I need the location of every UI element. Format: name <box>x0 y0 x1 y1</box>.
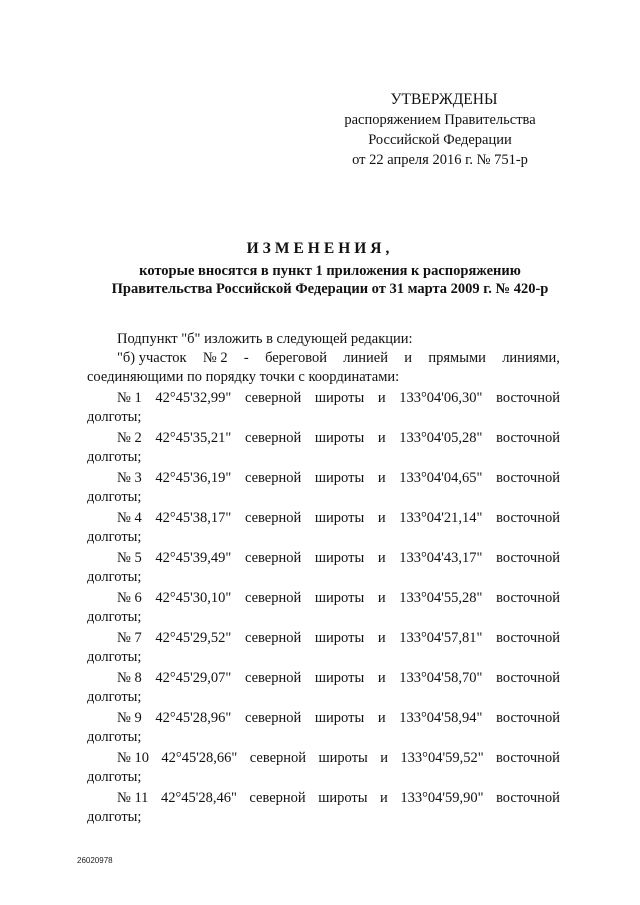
subtitle-line: которые вносятся в пункт 1 приложения к распоряжению <box>139 263 521 279</box>
coordinate-point <box>87 549 560 568</box>
latitude-value: 42°45'36,19" <box>155 470 232 486</box>
coordinate-point <box>87 789 560 808</box>
latitude-value: 42°45'29,52" <box>155 630 232 646</box>
latitude-word: широты <box>314 390 365 406</box>
item-b-word: "б) участок <box>117 350 187 366</box>
longitude-word: восточной <box>496 470 560 486</box>
conjunction: и <box>380 790 388 806</box>
latitude-value: 42°45'39,49" <box>155 550 232 566</box>
item-b-word: № 2 <box>202 350 228 366</box>
coordinate-point <box>87 669 560 688</box>
item-b-continuation: соединяющими по порядку точки с координатами: <box>87 369 400 385</box>
coordinate-point <box>87 749 560 768</box>
item-b-line <box>87 349 560 368</box>
latitude-word: северной <box>244 590 302 606</box>
latitude-value: 42°45'28,66" <box>161 750 238 766</box>
longitude-value: 133°04'55,28" <box>399 590 483 606</box>
point-number: № 1 <box>117 390 142 406</box>
longitude-word: восточной <box>496 590 560 606</box>
document-subtitle <box>60 262 600 298</box>
longitude-continuation: долготы; <box>87 449 142 465</box>
coordinate-point <box>87 389 560 408</box>
latitude-value: 42°45'29,07" <box>155 670 232 686</box>
longitude-word: восточной <box>496 790 560 806</box>
document-code: 26020978 <box>77 856 113 865</box>
longitude-value: 133°04'21,14" <box>399 510 483 526</box>
coordinate-point <box>87 709 560 728</box>
conjunction: и <box>377 510 386 526</box>
latitude-word: широты <box>318 750 368 766</box>
coordinate-point <box>87 429 560 448</box>
item-b-word: прямыми <box>428 350 486 366</box>
point-number: № 5 <box>117 550 142 566</box>
conjunction: и <box>377 430 386 446</box>
latitude-word: северной <box>244 550 302 566</box>
point-number: № 2 <box>117 430 142 446</box>
longitude-value: 133°04'59,52" <box>400 750 484 766</box>
latitude-word: северной <box>244 670 302 686</box>
approval-line: от 22 апреля 2016 г. № 751-р <box>352 152 528 168</box>
coordinate-point <box>87 629 560 648</box>
conjunction: и <box>377 590 386 606</box>
item-b-word: линией <box>343 350 388 366</box>
latitude-word: широты <box>314 590 365 606</box>
longitude-value: 133°04'06,30" <box>399 390 483 406</box>
latitude-word: широты <box>314 630 365 646</box>
latitude-word: широты <box>314 670 365 686</box>
longitude-word: восточной <box>496 630 560 646</box>
conjunction: и <box>377 670 386 686</box>
approval-block <box>340 90 540 170</box>
conjunction: и <box>380 750 388 766</box>
longitude-continuation: долготы; <box>87 769 142 785</box>
item-b-word: - <box>243 350 249 366</box>
points-list <box>87 389 560 827</box>
latitude-value: 42°45'35,21" <box>155 430 232 446</box>
latitude-word: широты <box>314 430 365 446</box>
latitude-word: широты <box>318 790 368 806</box>
longitude-word: восточной <box>496 550 560 566</box>
latitude-value: 42°45'38,17" <box>155 510 232 526</box>
approval-title: УТВЕРЖДЕНЫ <box>390 91 498 108</box>
latitude-value: 42°45'30,10" <box>155 590 232 606</box>
latitude-word: северной <box>244 710 302 726</box>
point-number: № 3 <box>117 470 142 486</box>
intro-paragraph: Подпункт "б" изложить в следующей редакции: <box>117 331 413 347</box>
point-number: № 4 <box>117 510 142 526</box>
longitude-continuation: долготы; <box>87 649 142 665</box>
longitude-word: восточной <box>496 710 560 726</box>
point-number: № 10 <box>117 750 149 766</box>
latitude-word: широты <box>314 470 365 486</box>
longitude-continuation: долготы; <box>87 689 142 705</box>
longitude-continuation: долготы; <box>87 529 142 545</box>
longitude-value: 133°04'05,28" <box>399 430 483 446</box>
document-title: ИЗМЕНЕНИЯ, <box>246 240 394 257</box>
latitude-word: широты <box>314 550 365 566</box>
longitude-continuation: долготы; <box>87 409 142 425</box>
longitude-value: 133°04'58,70" <box>399 670 483 686</box>
document-body <box>87 330 560 827</box>
longitude-word: восточной <box>496 430 560 446</box>
conjunction: и <box>377 630 386 646</box>
latitude-value: 42°45'28,46" <box>160 790 237 806</box>
approval-line: распоряжением Правительства <box>344 112 536 128</box>
conjunction: и <box>377 710 386 726</box>
latitude-word: северной <box>244 470 302 486</box>
point-number: № 11 <box>117 790 149 806</box>
latitude-word: северной <box>244 390 302 406</box>
longitude-continuation: долготы; <box>87 569 142 585</box>
longitude-value: 133°04'43,17" <box>399 550 483 566</box>
latitude-word: северной <box>244 510 302 526</box>
conjunction: и <box>377 470 386 486</box>
item-b-word: береговой <box>265 350 327 366</box>
longitude-continuation: долготы; <box>87 729 142 745</box>
longitude-value: 133°04'04,65" <box>399 470 483 486</box>
longitude-word: восточной <box>496 390 560 406</box>
conjunction: и <box>377 550 386 566</box>
point-number: № 8 <box>117 670 142 686</box>
longitude-word: восточной <box>496 510 560 526</box>
item-b-word: линиями, <box>502 350 560 366</box>
point-number: № 7 <box>117 630 142 646</box>
item-b-word: и <box>404 350 413 366</box>
point-number: № 9 <box>117 710 142 726</box>
latitude-word: северной <box>249 750 307 766</box>
coordinate-point <box>87 469 560 488</box>
longitude-value: 133°04'59,90" <box>400 790 484 806</box>
conjunction: и <box>377 390 386 406</box>
longitude-continuation: долготы; <box>87 809 142 825</box>
longitude-value: 133°04'57,81" <box>399 630 483 646</box>
longitude-continuation: долготы; <box>87 489 142 505</box>
latitude-word: широты <box>314 510 365 526</box>
point-number: № 6 <box>117 590 142 606</box>
coordinate-point <box>87 589 560 608</box>
longitude-word: восточной <box>496 670 560 686</box>
latitude-word: широты <box>314 710 365 726</box>
latitude-word: северной <box>249 790 306 806</box>
latitude-word: северной <box>244 430 302 446</box>
approval-line: Российской Федерации <box>368 132 512 148</box>
longitude-continuation: долготы; <box>87 609 142 625</box>
subtitle-line: Правительства Российской Федерации от 31 марта 2009 г. № 420-р <box>111 281 549 297</box>
latitude-value: 42°45'28,96" <box>155 710 232 726</box>
longitude-value: 133°04'58,94" <box>399 710 483 726</box>
coordinate-point <box>87 509 560 528</box>
longitude-word: восточной <box>496 750 560 766</box>
latitude-word: северной <box>244 630 302 646</box>
latitude-value: 42°45'32,99" <box>155 390 232 406</box>
